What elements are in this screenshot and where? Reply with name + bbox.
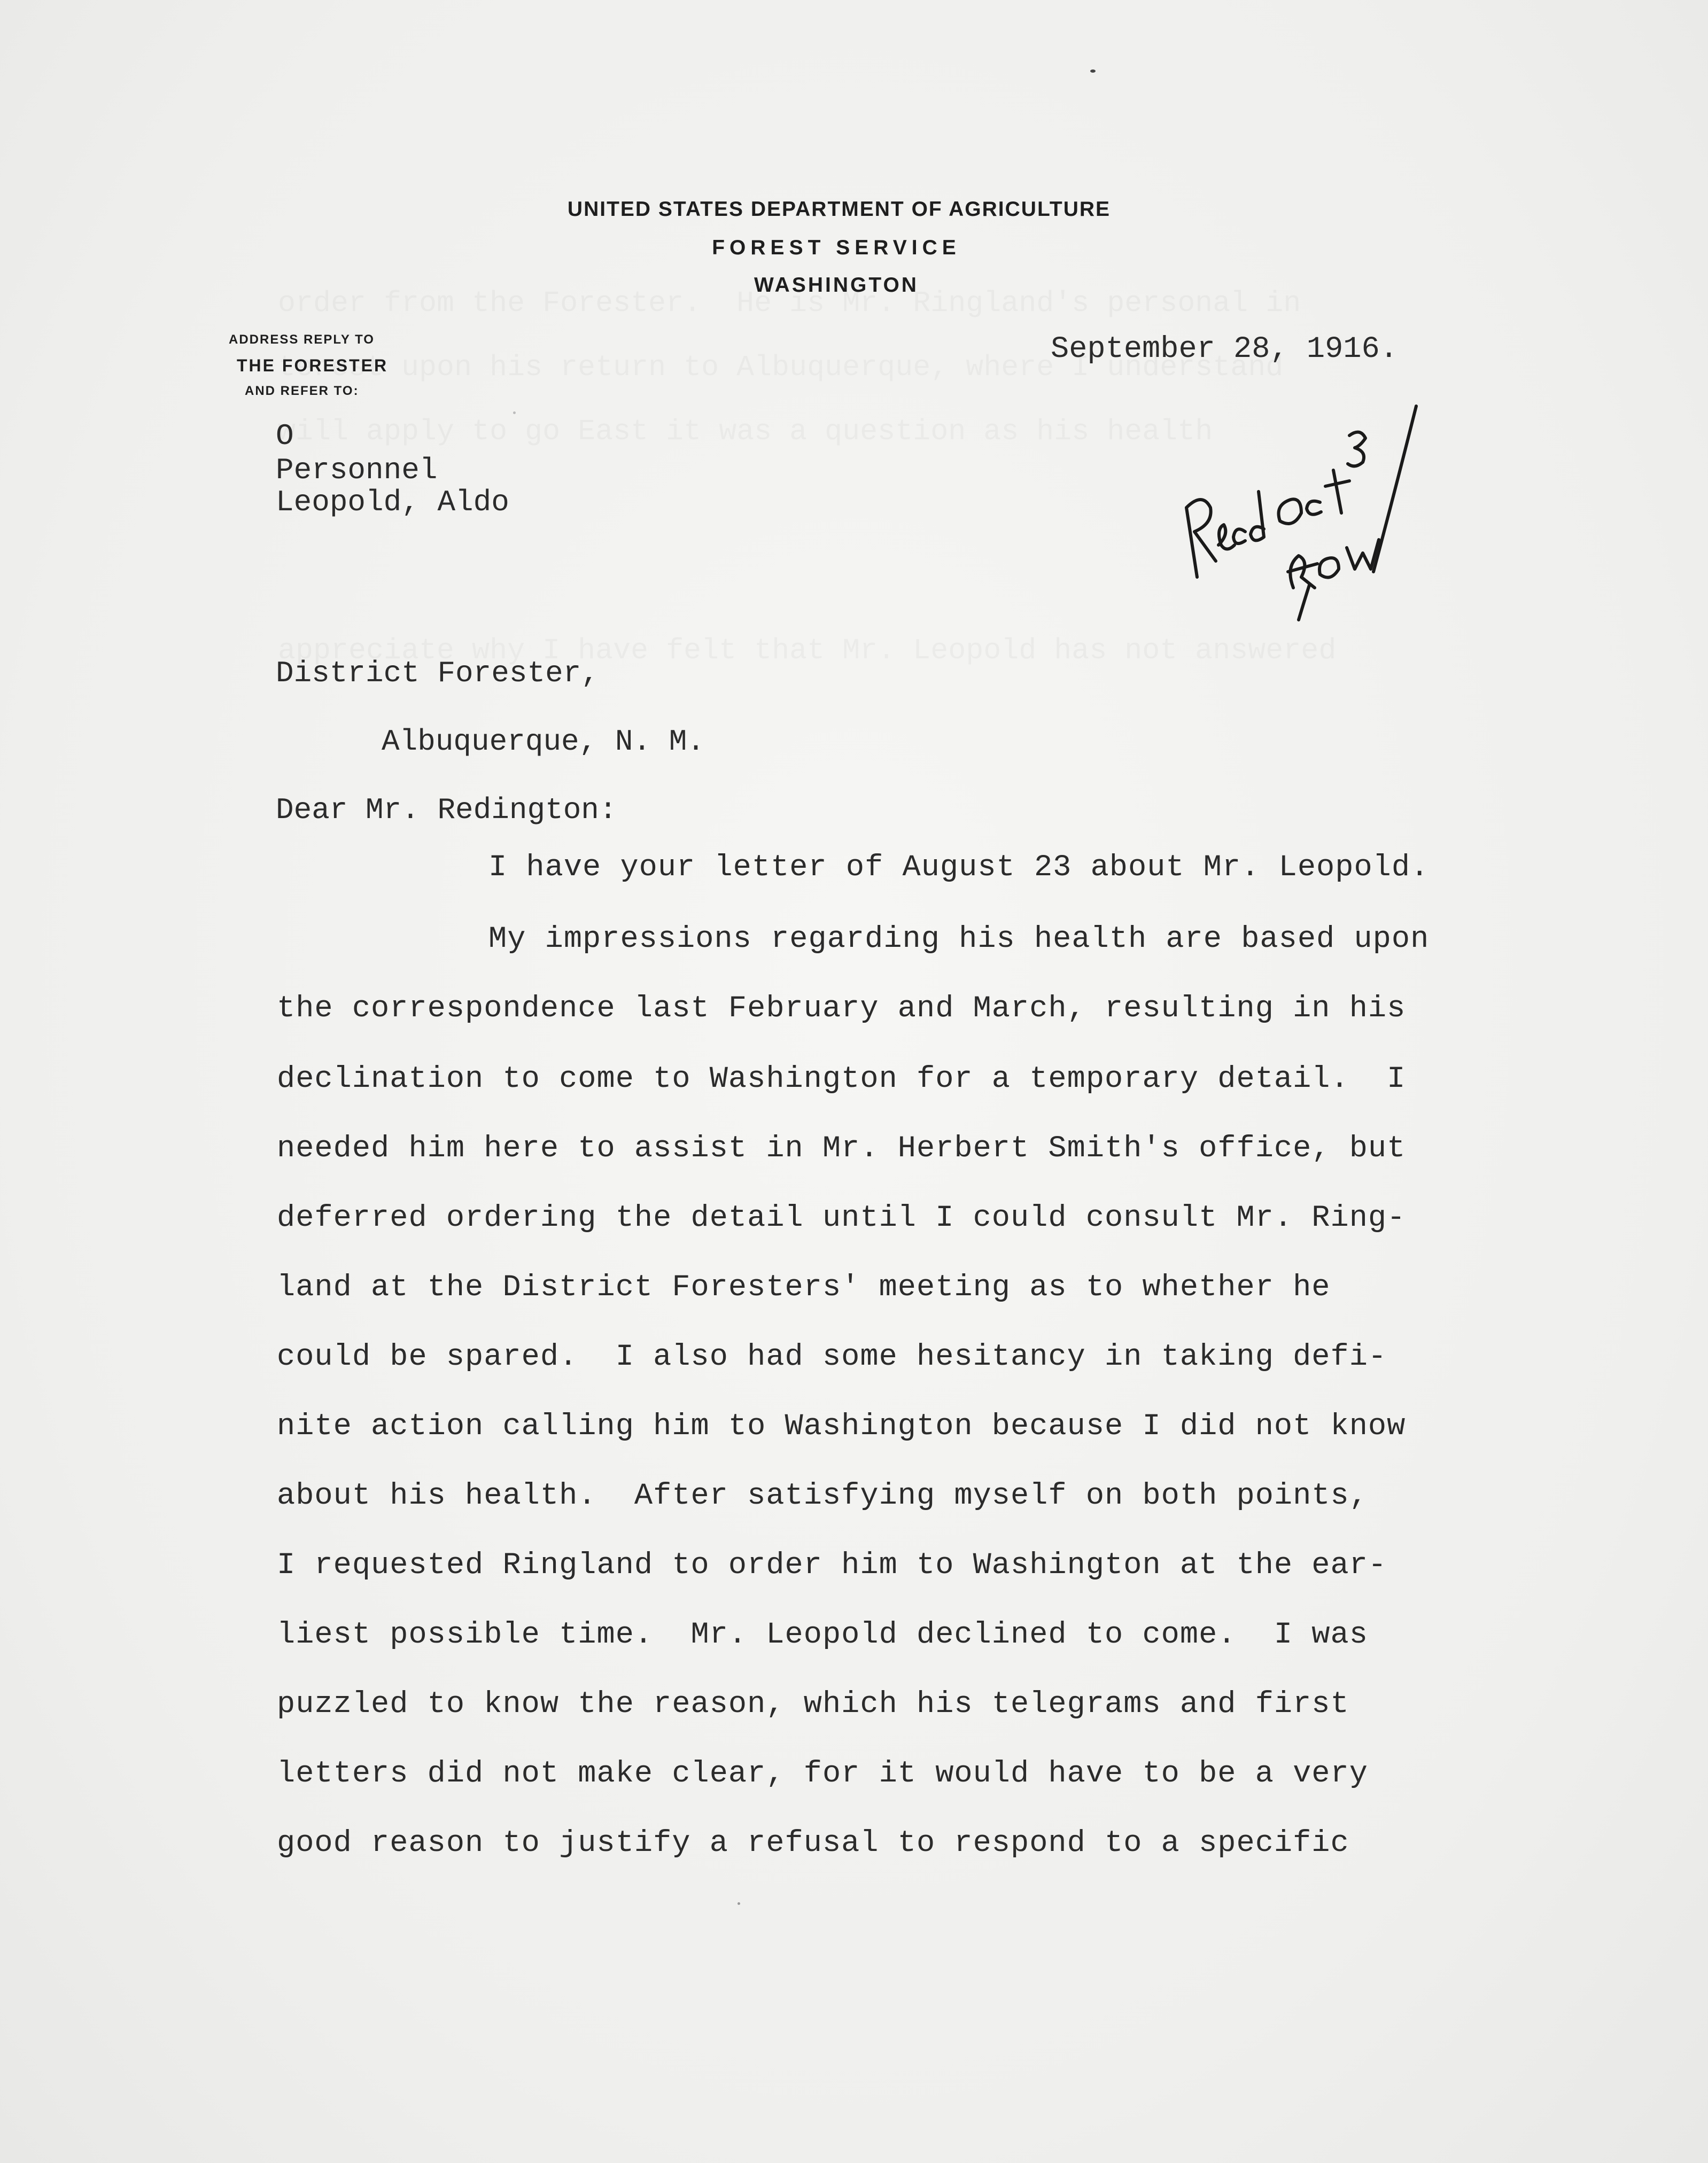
reply-instruction-line3: AND REFER TO: xyxy=(245,384,359,398)
body-line: liest possible time. Mr. Leopold declined to come. I was xyxy=(277,1618,1368,1652)
letterhead-department: UNITED STATES DEPARTMENT OF AGRICULTURE xyxy=(567,198,1111,221)
reverse-side-bleed xyxy=(278,417,1213,446)
body-line: could be spared. I also had some hesitancy in taking defi- xyxy=(277,1340,1387,1374)
body-line: deferred ordering the detail until I could consult Mr. Ring- xyxy=(277,1201,1406,1235)
recipient-location: Albuquerque, N. M. xyxy=(382,725,705,759)
body-line: good reason to justify a refusal to respond to a specific xyxy=(277,1826,1349,1861)
ink-speck xyxy=(1090,69,1096,73)
ink-speck xyxy=(737,1902,740,1905)
letter-date: September 28, 1916. xyxy=(1051,332,1398,367)
body-line: puzzled to know the reason, which his telegrams and first xyxy=(277,1687,1349,1722)
body-line: land at the District Foresters' meeting as to whether he xyxy=(277,1271,1331,1305)
body-line: nite action calling him to Washington because I did not know xyxy=(277,1410,1406,1444)
reply-instruction-line1: ADDRESS REPLY TO xyxy=(229,332,375,347)
reference-subject: Leopold, Aldo xyxy=(276,485,509,519)
body-line: letters did not make clear, for it would have to be a very xyxy=(277,1757,1368,1791)
body-line: My impressions regarding his health are based upon xyxy=(488,922,1430,956)
ink-speck xyxy=(513,411,516,414)
reference-code: O xyxy=(276,419,294,453)
body-line: I requested Ringland to order him to Washington at the ear- xyxy=(277,1549,1387,1583)
reply-instruction-line2: THE FORESTER xyxy=(237,356,389,375)
letterhead-city: WASHINGTON xyxy=(754,274,919,297)
reference-category: Personnel xyxy=(276,453,438,487)
body-line: needed him here to assist in Mr. Herbert Smith's office, but xyxy=(277,1132,1406,1166)
body-line: declination to come to Washington for a temporary detail. I xyxy=(277,1062,1406,1096)
body-line: about his health. After satisfying myself on both points, xyxy=(277,1479,1368,1513)
recipient-title: District Forester, xyxy=(276,656,599,690)
body-line: the correspondence last February and March, resulting in his xyxy=(277,992,1406,1026)
salutation: Dear Mr. Redington: xyxy=(276,793,617,827)
body-line: I have your letter of August 23 about Mr. Leopold. xyxy=(488,851,1430,885)
handwritten-received-annotation xyxy=(1165,385,1464,631)
letterhead-service: FOREST SERVICE xyxy=(712,236,961,259)
